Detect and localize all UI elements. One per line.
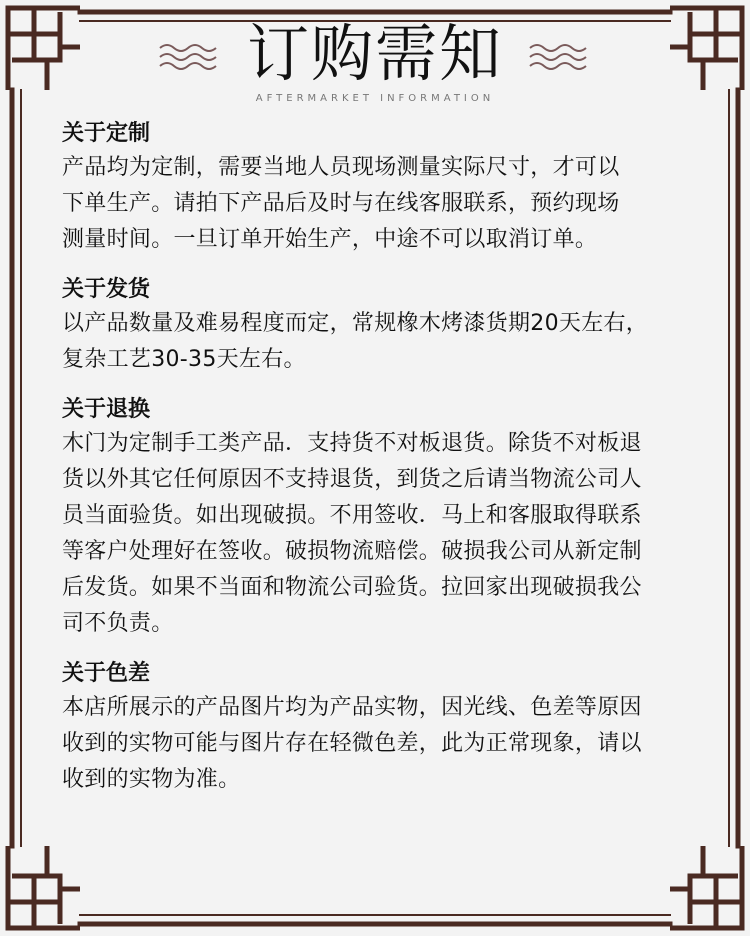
section-heading: 关于发货 xyxy=(62,277,151,302)
section-returns xyxy=(62,394,702,642)
section-body: 木门为定制手工类产品．支持货不对板退货。除货不对板退 货以外其它任何原因不支持退货，到货之后请当物流公司人 员当面验货。如出现破损。不用签收．马上和客服取得联系 等客户处理好在签收。破损物流赔偿。破损我公司从新定制 后发货。如果不当面和物流公司验货。拉回家出现破损我公 司不负责。 xyxy=(62,431,642,636)
notice-content xyxy=(62,118,702,814)
page-subtitle: AFTERMARKET INFORMATION xyxy=(255,93,495,104)
section-heading: 关于色差 xyxy=(62,661,151,686)
section-color-difference xyxy=(62,658,702,798)
section-heading: 关于退换 xyxy=(62,397,151,422)
page-title: 订购需知 xyxy=(246,17,503,90)
section-body: 以产品数量及难易程度而定，常规橡木烤漆货期20天左右， 复杂工艺30-35天左右。 xyxy=(62,311,649,372)
section-customization xyxy=(62,118,702,258)
section-heading: 关于定制 xyxy=(62,121,151,146)
section-body: 本店所展示的产品图片均为产品实物，因光线、色差等原因 收到的实物可能与图片存在轻微色差，此为正常现象，请以 收到的实物为准。 xyxy=(62,695,642,792)
section-shipping xyxy=(62,274,702,378)
section-body: 产品均为定制，需要当地人员现场测量实际尺寸，才可以 下单生产。请拍下产品后及时与在线客服联系，预约现场 测量时间。一旦订单开始生产，中途不可以取消订单。 xyxy=(62,155,620,252)
